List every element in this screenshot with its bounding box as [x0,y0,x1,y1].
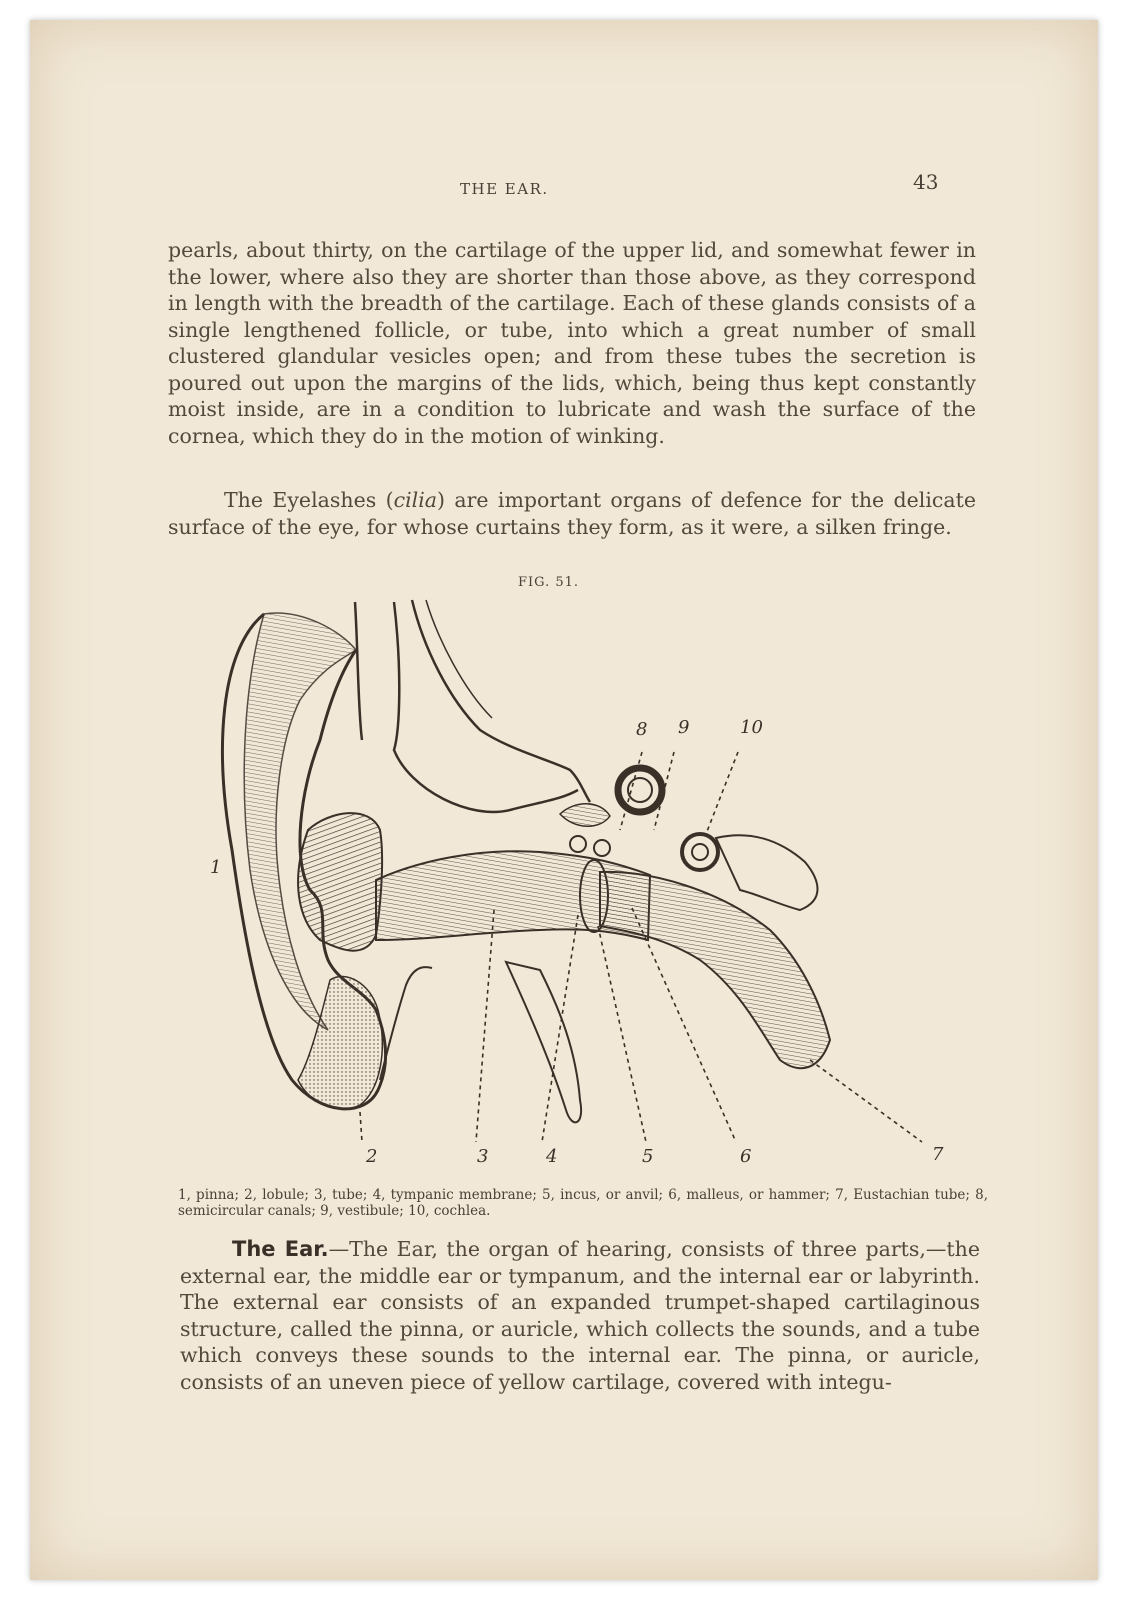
incus [594,840,610,856]
ear-anatomy-figure [180,590,1010,1190]
figure-number-8: 8 [636,719,648,740]
styloid-process [506,962,581,1122]
ear-illustration [180,590,1010,1190]
jaw-line [380,967,432,1080]
running-head: THE EAR. [460,180,549,198]
paragraph-meibomian-glands: pearls, about thirty, on the cartilage of the upper lid, and somewhat fewer in the lower, where also they are shorter than those above, as they correspond in length with the breadth of the cartilage. Each of these glands consists of a single lengthened follicle, or tube, into which a great number of small clustered glandular vesicles open; and from these tubes the secretion is poured out upon the margins of the lids, which, being thus kept constantly moist inside, are in a condition to lubricate and wash the surface of the cornea, which they do in the motion of winking. [168,238,976,448]
figure-number-4: 4 [546,1146,558,1167]
figure-number-5: 5 [642,1146,654,1167]
malleus [570,836,586,852]
figure-number-2: 2 [366,1146,378,1167]
figure-number-6: 6 [740,1146,752,1167]
figure-caption: 1, pinna; 2, lobule; 3, tube; 4, tympanic membrane; 5, incus, or anvil; 6, malleus, or hammer; 7, Eustachian tube; 8, semicircular canals; 9, vestibule; 10, cochlea. [178,1187,988,1219]
paragraph-the-ear [180,1236,980,1395]
stapes [560,804,610,827]
ear-paragraph-text: —The Ear, the organ of hearing, consists of three parts,—the external ear, the middle ear or tympanum, and the internal ear or labyrinth. The external ear consists of an expanded trumpet-shaped cartilaginous structure, called the pinna, or auricle, which collects the sounds, and a tube which conveys these sounds to the internal ear. The pinna, or auricle, consists of an uneven piece of yellow cartilage, covered with integu- [180,1237,980,1394]
figure-number-1: 1 [210,857,222,878]
paragraph-eyelashes [168,487,976,540]
cilia-term: cilia [393,488,437,512]
figure-label: FIG. 51. [518,575,580,590]
section-lead: The Ear. [232,1237,329,1261]
skull-line-inner [426,600,492,718]
figure-number-9: 9 [678,717,690,738]
semicircular-canal-inner [628,778,652,802]
eyelashes-text-before: The Eyelashes ( [224,488,394,512]
skull-line [412,600,590,802]
figure-number-7: 7 [932,1144,944,1165]
figure-number-10: 10 [740,717,763,738]
petrous-bone [716,835,818,910]
book-page [30,20,1098,1580]
lobule [298,977,382,1109]
eustachian-tube [600,872,830,1068]
cochlea [682,834,718,870]
semicircular-canal [618,768,662,812]
page-number: 43 [913,170,939,194]
concha [298,813,382,951]
cochlea-inner [692,844,708,860]
figure-number-3: 3 [477,1146,489,1167]
eyelashes-text-after: ) are important organs of defence for the delicate surface of the eye, for whose curtains they form, as it were, a silken fringe. [168,488,976,539]
scalp-line [355,602,362,740]
